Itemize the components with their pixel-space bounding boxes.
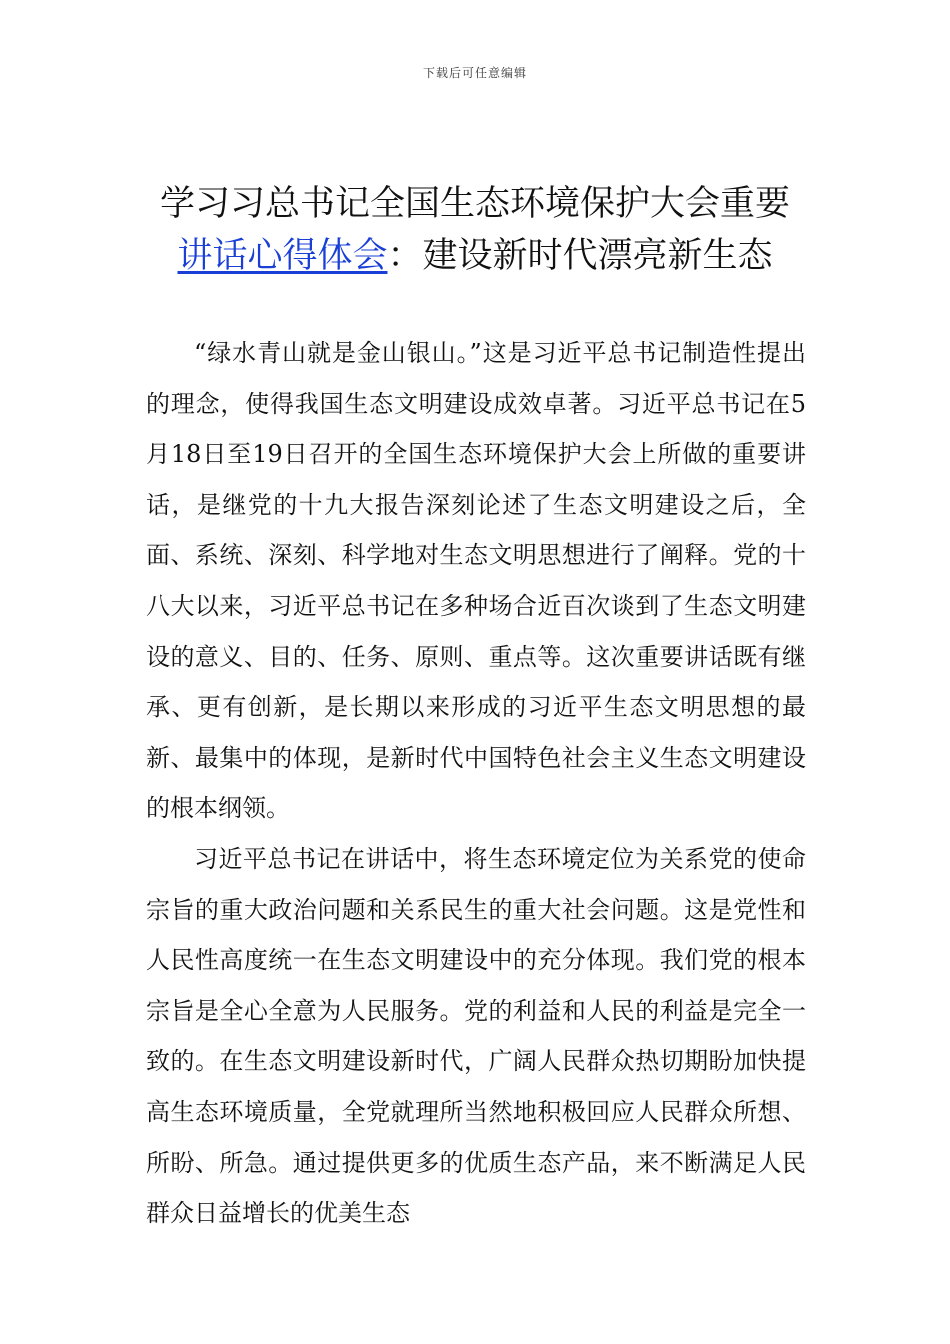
paragraph-1: “绿水青山就是金山银山。”这是习近平总书记制造性提出的理念，使得我国生态文明建设成效卓著。习近平总书记在5月18日至19日召开的全国生态环境保护大会上所做的重要讲话，是继党的十九大报告深刻论述了生态文明建设之后，全面、系统、深刻、科学地对生态文明思想进行了阐释。党的十八大以来，习近平总书记在多种场合近百次谈到了生态文明建设的意义、目的、任务、原则、重点等。这次重要讲话既有继承、更有创新，是长期以来形成的习近平生态文明思想的最新、最集中的体现，是新时代中国特色社会主义生态文明建设的根本纲领。 (146, 339, 806, 823)
body-text (146, 328, 806, 1239)
header-note: 下载后可任意编辑 (422, 66, 527, 80)
document-title (95, 178, 855, 282)
title-line-2 (95, 230, 855, 282)
title-line-1: 学习习总书记全国生态环境保护大会重要 (159, 184, 790, 224)
title-link[interactable]: 讲话心得体会 (177, 236, 388, 276)
title-line-2-rest: ：建设新时代漂亮新生态 (387, 236, 773, 276)
paragraph-2: 习近平总书记在讲话中，将生态环境定位为关系党的使命宗旨的重大政治问题和关系民生的重大社会问题。这是党性和人民性高度统一在生态文明建设中的充分体现。我们党的根本宗旨是全心全意为人民服务。党的利益和人民的利益是完全一致的。在生态文明建设新时代，广阔人民群众热切期盼加快提高生态环境质量，全党就理所当然地积极回应人民群众所想、所盼、所急。通过提供更多的优质生态产品，来不断满足人民群众日益增长的优美生态 (146, 844, 806, 1228)
